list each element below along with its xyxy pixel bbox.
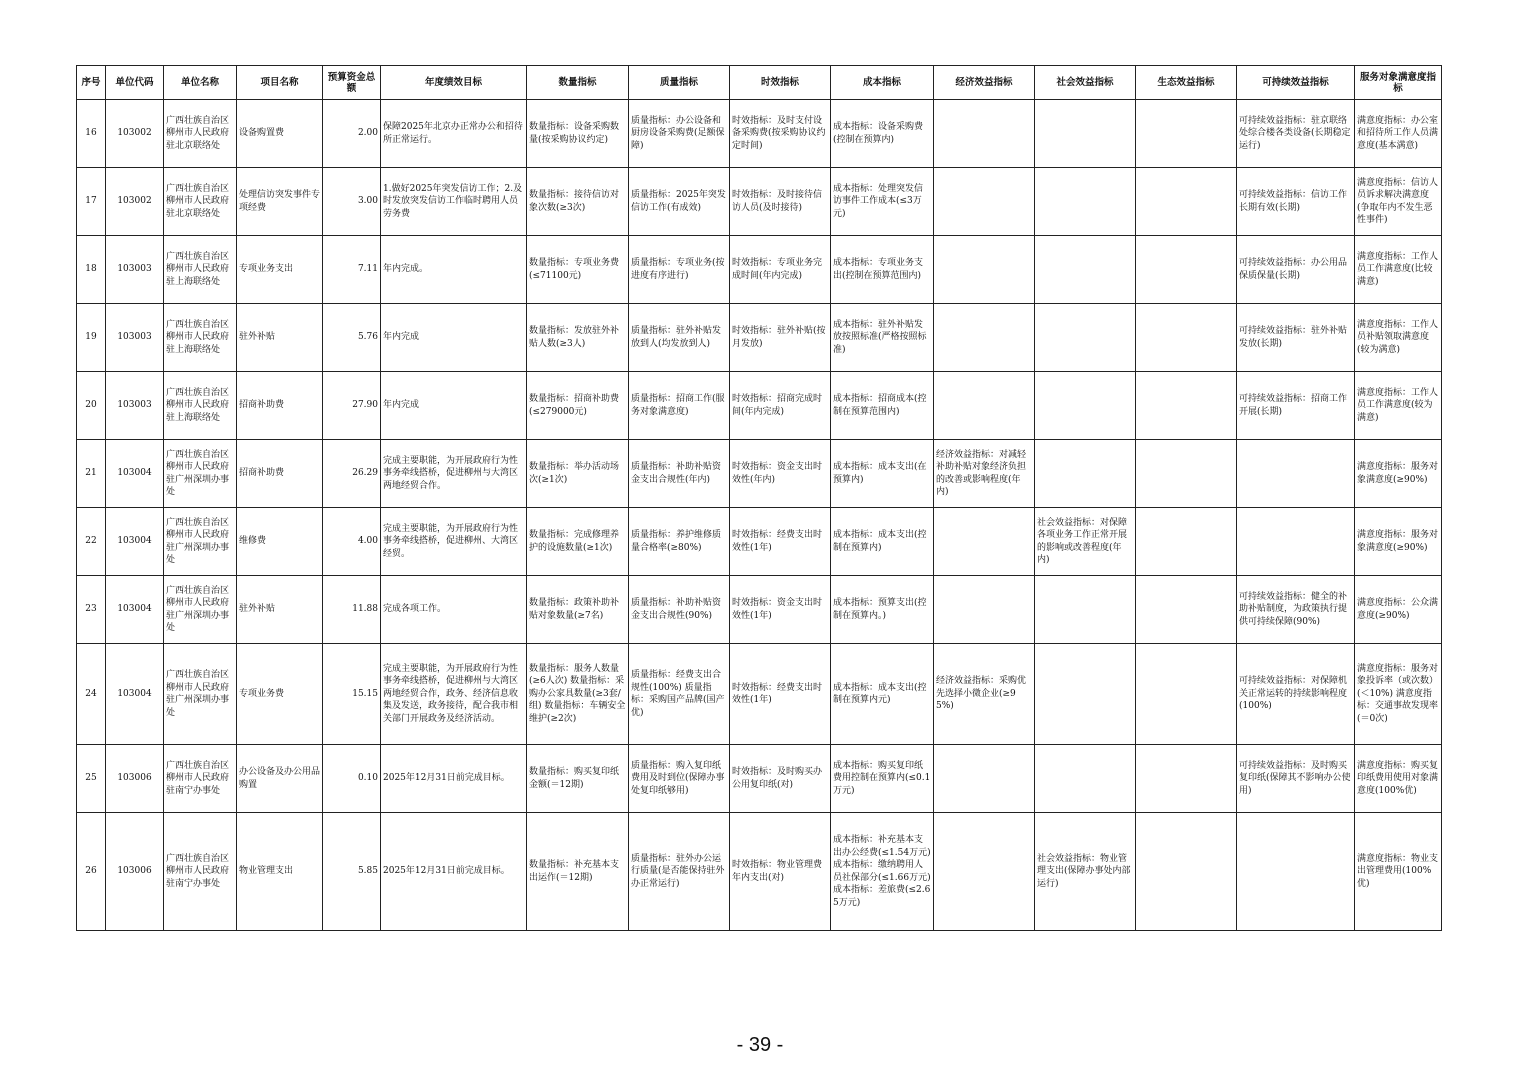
table-cell: 数量指标：政策补助补贴对象数量(≥7名) xyxy=(527,576,629,644)
table-cell: 广西壮族自治区柳州市人民政府驻北京联络处 xyxy=(164,100,237,168)
table-cell: 广西壮族自治区柳州市人民政府驻北京联络处 xyxy=(164,168,237,236)
table-row xyxy=(77,508,1442,576)
table-cell xyxy=(1035,304,1136,372)
table-row xyxy=(77,576,1442,644)
table-cell: 可持续效益指标：健全的补助补贴制度，为政策执行提供可持续保障(90%) xyxy=(1237,576,1355,644)
table-cell: 成本指标：成本支出(控制在预算内元) xyxy=(831,644,934,745)
table-cell: 可持续效益指标：及时购买复印纸(保障其不影响办公使用) xyxy=(1237,745,1355,813)
table-cell: 时效指标：专项业务完成时间(年内完成) xyxy=(730,236,831,304)
table-cell: 103003 xyxy=(106,372,164,440)
table-cell: 物业管理支出 xyxy=(237,813,323,931)
table-cell xyxy=(1035,100,1136,168)
table-cell: 满意度指标：信访人员诉求解决满意度(争取年内不发生恶性事件) xyxy=(1355,168,1442,236)
table-cell: 驻外补贴 xyxy=(237,576,323,644)
table-cell: 完成主要职能，为开展政府行为性事务牵线搭桥，促进柳州、大湾区经贸。 xyxy=(381,508,527,576)
table-cell: 完成主要职能，为开展政府行为性事务牵线搭桥，促进柳州与大湾区两地经贸合作，政务、经济信息收集及发送，政务接待，配合我市相关部门开展政务及经济活动。 xyxy=(381,644,527,745)
header-cell: 项目名称 xyxy=(237,66,323,100)
table-cell: 质量指标：招商工作(服务对象满意度) xyxy=(629,372,730,440)
table-cell xyxy=(1035,576,1136,644)
table-cell: 103006 xyxy=(106,813,164,931)
table-cell: 4.00 xyxy=(323,508,381,576)
table-cell: 成本指标：成本支出(在预算内) xyxy=(831,440,934,508)
table-cell: 18 xyxy=(77,236,106,304)
header-cell: 生态效益指标 xyxy=(1136,66,1237,100)
header-cell: 单位名称 xyxy=(164,66,237,100)
table-cell: 17 xyxy=(77,168,106,236)
table-cell: 2025年12月31日前完成目标。 xyxy=(381,745,527,813)
table-row xyxy=(77,440,1442,508)
table-cell: 质量指标：2025年突发信访工作(有成效) xyxy=(629,168,730,236)
table-cell: 20 xyxy=(77,372,106,440)
header-row xyxy=(77,66,1442,100)
table-cell: 满意度指标：工作人员工作满意度(比较满意) xyxy=(1355,236,1442,304)
table-cell xyxy=(934,304,1035,372)
table-cell: 经济效益指标：对减轻补助补贴对象经济负担的改善或影响程度(年内) xyxy=(934,440,1035,508)
table-cell xyxy=(1035,745,1136,813)
table-cell xyxy=(934,508,1035,576)
table-cell: 成本指标：设备采购费(控制在预算内) xyxy=(831,100,934,168)
table-cell: 年内完成。 xyxy=(381,236,527,304)
table-row xyxy=(77,745,1442,813)
table-cell: 数量指标：设备采购数量(按采购协议约定) xyxy=(527,100,629,168)
table-cell: 保障2025年北京办正常办公和招待所正常运行。 xyxy=(381,100,527,168)
table-cell: 数量指标：服务人数量(≥6人次) 数量指标：采购办公家具数量(≥3套/组) 数量指标：车辆安全维护(≥2次) xyxy=(527,644,629,745)
table-cell: 数量指标：举办活动场次(≥1次) xyxy=(527,440,629,508)
header-cell: 年度绩效目标 xyxy=(381,66,527,100)
table-cell: 数量指标：发放驻外补贴人数(≥3人) xyxy=(527,304,629,372)
table-cell: 103004 xyxy=(106,440,164,508)
page-number: - 39 - xyxy=(736,1034,784,1056)
table-cell: 16 xyxy=(77,100,106,168)
table-cell: 103003 xyxy=(106,236,164,304)
table-cell xyxy=(1237,508,1355,576)
table-cell: 22 xyxy=(77,508,106,576)
table-cell: 广西壮族自治区柳州市人民政府驻上海联络处 xyxy=(164,304,237,372)
table-cell xyxy=(1237,440,1355,508)
table-cell: 可持续效益指标：驻京联络处综合楼各类设备(长期稳定运行) xyxy=(1237,100,1355,168)
table-cell xyxy=(1035,168,1136,236)
table-cell: 成本指标：处理突发信访事件工作成本(≤3万元) xyxy=(831,168,934,236)
table-cell: 26.29 xyxy=(323,440,381,508)
table-cell: 招商补助费 xyxy=(237,372,323,440)
table-cell: 广西壮族自治区柳州市人民政府驻广州深圳办事处 xyxy=(164,440,237,508)
table-cell: 成本指标：招商成本(控制在预算范围内) xyxy=(831,372,934,440)
table-cell: 数量指标：招商补助费(≤279000元) xyxy=(527,372,629,440)
table-cell: 质量指标：专项业务(按进度有序进行) xyxy=(629,236,730,304)
table-cell: 成本指标：补充基本支出办公经费(≤1.54万元) 成本指标：缴纳聘用人员社保部分(≤1.66万元) 成本指标：差旅费(≤2.65万元) xyxy=(831,813,934,931)
header-cell: 时效指标 xyxy=(730,66,831,100)
table-cell: 15.15 xyxy=(323,644,381,745)
table-cell: 满意度指标：物业支出管理费用(100%优) xyxy=(1355,813,1442,931)
table-cell xyxy=(1035,644,1136,745)
table-cell: 满意度指标：工作人员工作满意度(较为满意) xyxy=(1355,372,1442,440)
table-cell: 质量指标：补助补贴资金支出合规性(90%) xyxy=(629,576,730,644)
table-row xyxy=(77,100,1442,168)
table-cell: 数量指标：补充基本支出运作(＝12期) xyxy=(527,813,629,931)
table-cell: 数量指标：专项业务费(≤71100元) xyxy=(527,236,629,304)
table-cell: 广西壮族自治区柳州市人民政府驻上海联络处 xyxy=(164,372,237,440)
table-cell: 招商补助费 xyxy=(237,440,323,508)
table-cell: 满意度指标：办公室和招待所工作人员满意度(基本满意) xyxy=(1355,100,1442,168)
table-cell xyxy=(1136,100,1237,168)
table-row xyxy=(77,168,1442,236)
table-cell: 广西壮族自治区柳州市人民政府驻南宁办事处 xyxy=(164,745,237,813)
table-cell: 时效指标：及时支付设备采购费(按采购协议约定时间) xyxy=(730,100,831,168)
table-cell xyxy=(1136,644,1237,745)
table-cell: 时效指标：招商完成时间(年内完成) xyxy=(730,372,831,440)
table-cell: 数量指标：接待信访对象次数(≥3次) xyxy=(527,168,629,236)
table-cell: 质量指标：驻外补贴发放到人(均发放到人) xyxy=(629,304,730,372)
header-cell: 成本指标 xyxy=(831,66,934,100)
table-cell xyxy=(1136,813,1237,931)
table-cell: 0.10 xyxy=(323,745,381,813)
table-cell xyxy=(934,236,1035,304)
table-row xyxy=(77,304,1442,372)
table-cell: 成本指标：购买复印纸费用控制在预算内(≤0.1万元) xyxy=(831,745,934,813)
table-cell: 103004 xyxy=(106,644,164,745)
table-cell xyxy=(934,576,1035,644)
table-cell xyxy=(934,100,1035,168)
table-cell: 时效指标：资金支出时效性(年内) xyxy=(730,440,831,508)
header-cell: 社会效益指标 xyxy=(1035,66,1136,100)
table-cell xyxy=(934,745,1035,813)
table-cell: 可持续效益指标：招商工作开展(长期) xyxy=(1237,372,1355,440)
table-cell xyxy=(1136,372,1237,440)
table-cell: 成本指标：预算支出(控制在预算内。) xyxy=(831,576,934,644)
table-cell: 2.00 xyxy=(323,100,381,168)
table-cell: 103003 xyxy=(106,304,164,372)
table-cell xyxy=(1035,372,1136,440)
table-cell: 数量指标：购买复印纸金额(＝12期) xyxy=(527,745,629,813)
table-cell: 成本指标：专项业务支出(控制在预算范围内) xyxy=(831,236,934,304)
table-cell: 103002 xyxy=(106,100,164,168)
table-cell: 经济效益指标：采购优先选择小微企业(≥95%) xyxy=(934,644,1035,745)
table-cell: 质量指标：经费支出合规性(100%) 质量指标：采购国产品牌(国产优) xyxy=(629,644,730,745)
table-cell: 驻外补贴 xyxy=(237,304,323,372)
table-cell xyxy=(1136,745,1237,813)
table-cell xyxy=(934,168,1035,236)
table-row xyxy=(77,813,1442,931)
table-cell: 广西壮族自治区柳州市人民政府驻广州深圳办事处 xyxy=(164,644,237,745)
table-row xyxy=(77,372,1442,440)
table-cell: 27.90 xyxy=(323,372,381,440)
table-cell: 广西壮族自治区柳州市人民政府驻广州深圳办事处 xyxy=(164,576,237,644)
table-cell: 质量指标：购入复印纸费用及时到位(保障办事处复印纸够用) xyxy=(629,745,730,813)
table-cell: 时效指标：物业管理费年内支出(对) xyxy=(730,813,831,931)
table-cell: 可持续效益指标：对保障机关正常运转的持续影响程度(100%) xyxy=(1237,644,1355,745)
header-cell: 质量指标 xyxy=(629,66,730,100)
header-cell: 预算资金总额 xyxy=(323,66,381,100)
table-cell: 103004 xyxy=(106,576,164,644)
table-cell: 19 xyxy=(77,304,106,372)
table-cell: 1.做好2025年突发信访工作；2.及时发放突发信访工作临时聘用人员劳务费 xyxy=(381,168,527,236)
table-cell: 26 xyxy=(77,813,106,931)
table-cell: 5.85 xyxy=(323,813,381,931)
table-cell xyxy=(934,372,1035,440)
table-row xyxy=(77,644,1442,745)
table-body xyxy=(77,100,1442,931)
table-cell: 可持续效益指标：驻外补贴发放(长期) xyxy=(1237,304,1355,372)
table-cell xyxy=(1136,576,1237,644)
table-cell xyxy=(1237,813,1355,931)
table-cell: 2025年12月31日前完成目标。 xyxy=(381,813,527,931)
table-cell: 年内完成 xyxy=(381,304,527,372)
table-cell: 103004 xyxy=(106,508,164,576)
table-cell xyxy=(1136,508,1237,576)
table-cell: 专项业务支出 xyxy=(237,236,323,304)
table-cell xyxy=(1136,304,1237,372)
table-cell: 时效指标：及时接待信访人员(及时接待) xyxy=(730,168,831,236)
header-cell: 可持续效益指标 xyxy=(1237,66,1355,100)
table-cell: 5.76 xyxy=(323,304,381,372)
table-cell: 质量指标：养护维修质量合格率(≥80%) xyxy=(629,508,730,576)
table-cell: 专项业务费 xyxy=(237,644,323,745)
table-cell: 24 xyxy=(77,644,106,745)
table-cell: 23 xyxy=(77,576,106,644)
table-cell: 11.88 xyxy=(323,576,381,644)
table-cell: 可持续效益指标：信访工作长期有效(长期) xyxy=(1237,168,1355,236)
table-cell: 社会效益指标：对保障各项业务工作正常开展的影响或改善程度(年内) xyxy=(1035,508,1136,576)
table-cell: 可持续效益指标：办公用品保质保量(长期) xyxy=(1237,236,1355,304)
table-cell: 质量指标：驻外办公运行质量(是否能保持驻外办正常运行) xyxy=(629,813,730,931)
table-cell: 广西壮族自治区柳州市人民政府驻南宁办事处 xyxy=(164,813,237,931)
table-cell: 满意度指标：服务对象投诉率（或次数）(＜10%) 满意度指标：交通事故发现率(＝0次) xyxy=(1355,644,1442,745)
table-cell: 成本指标：驻外补贴发放按照标准(严格按照标准) xyxy=(831,304,934,372)
table-cell: 满意度指标：服务对象满意度(≥90%) xyxy=(1355,508,1442,576)
table-cell xyxy=(1136,168,1237,236)
table-cell: 质量指标：补助补贴资金支出合规性(年内) xyxy=(629,440,730,508)
table-cell: 7.11 xyxy=(323,236,381,304)
table-cell: 社会效益指标：物业管理支出(保障办事处内部运行) xyxy=(1035,813,1136,931)
table-cell: 处理信访突发事件专项经费 xyxy=(237,168,323,236)
table-cell: 质量指标：办公设备和厨房设备采购费(足额保障) xyxy=(629,100,730,168)
header-cell: 经济效益指标 xyxy=(934,66,1035,100)
performance-table xyxy=(76,65,1442,931)
header-cell: 序号 xyxy=(77,66,106,100)
table-cell: 25 xyxy=(77,745,106,813)
table-cell: 满意度指标：公众满意度(≥90%) xyxy=(1355,576,1442,644)
table-cell: 满意度指标：工作人员补贴领取满意度(较为满意) xyxy=(1355,304,1442,372)
table-cell: 年内完成 xyxy=(381,372,527,440)
table-cell xyxy=(1136,236,1237,304)
table-cell: 成本指标：成本支出(控制在预算内) xyxy=(831,508,934,576)
table-cell xyxy=(1136,440,1237,508)
table-cell: 广西壮族自治区柳州市人民政府驻广州深圳办事处 xyxy=(164,508,237,576)
header-cell: 数量指标 xyxy=(527,66,629,100)
table-cell: 时效指标：资金支出时效性(1年) xyxy=(730,576,831,644)
table-cell: 103002 xyxy=(106,168,164,236)
table-cell: 时效指标：及时购买办公用复印纸(对) xyxy=(730,745,831,813)
table-cell: 满意度指标：服务对象满意度(≥90%) xyxy=(1355,440,1442,508)
table-cell: 103006 xyxy=(106,745,164,813)
table-row xyxy=(77,236,1442,304)
table-cell: 数量指标：完成修理养护的设施数量(≥1次) xyxy=(527,508,629,576)
table-cell: 完成各项工作。 xyxy=(381,576,527,644)
table-cell: 维修费 xyxy=(237,508,323,576)
table-cell: 3.00 xyxy=(323,168,381,236)
header-cell: 服务对象满意度指标 xyxy=(1355,66,1442,100)
table-cell: 办公设备及办公用品购置 xyxy=(237,745,323,813)
table-cell xyxy=(1035,440,1136,508)
table-cell: 广西壮族自治区柳州市人民政府驻上海联络处 xyxy=(164,236,237,304)
table-cell: 设备购置费 xyxy=(237,100,323,168)
table-cell: 时效指标：经费支出时效性(1年) xyxy=(730,508,831,576)
table-cell: 21 xyxy=(77,440,106,508)
table-cell: 时效指标：经费支出时效性(1年) xyxy=(730,644,831,745)
table-cell: 满意度指标：购买复印纸费用使用对象满意度(100%优) xyxy=(1355,745,1442,813)
table-cell xyxy=(1035,236,1136,304)
header-cell: 单位代码 xyxy=(106,66,164,100)
table-cell: 时效指标：驻外补贴(按月发放) xyxy=(730,304,831,372)
table-cell: 完成主要职能，为开展政府行为性事务牵线搭桥，促进柳州与大湾区两地经贸合作。 xyxy=(381,440,527,508)
table-cell xyxy=(934,813,1035,931)
